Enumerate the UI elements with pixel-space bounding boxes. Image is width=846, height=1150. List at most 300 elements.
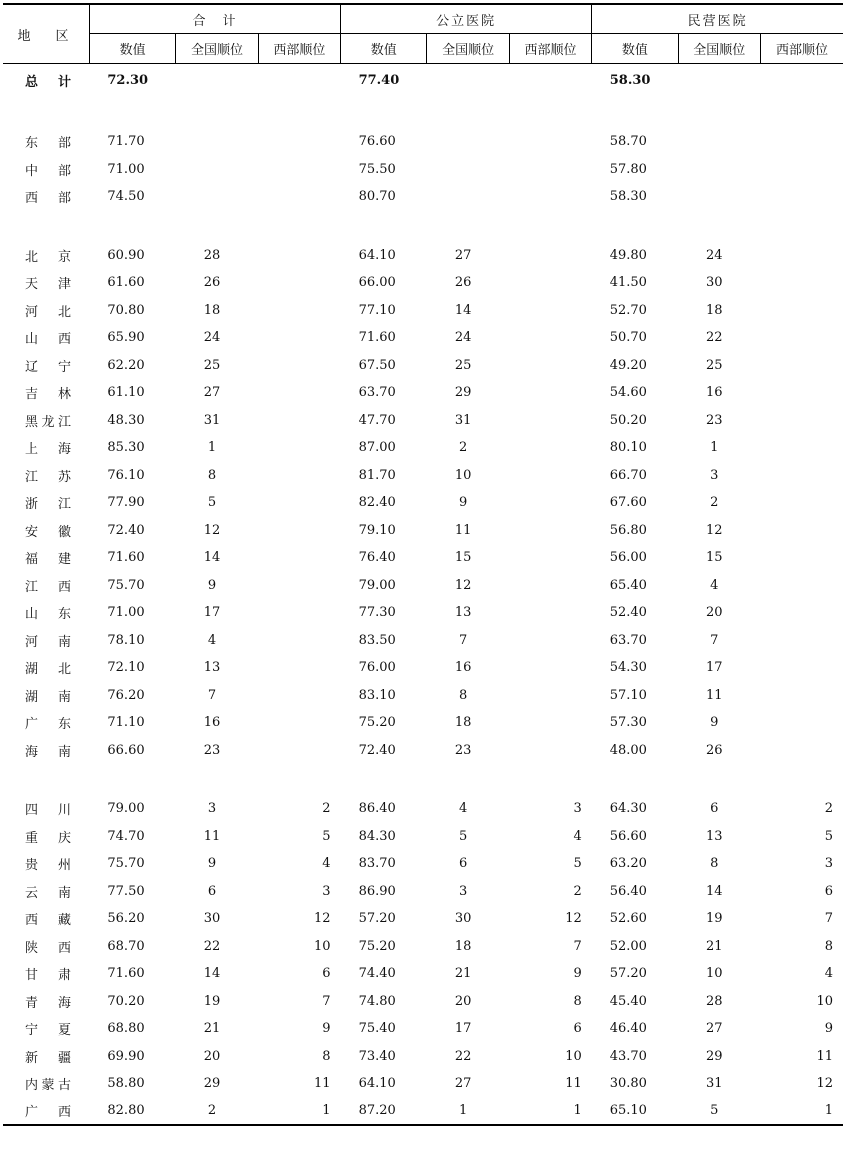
value-total-cell: 75.70 — [107, 577, 145, 593]
national-rank-total-cell — [176, 183, 258, 211]
western-rank-total-cell — [258, 324, 340, 352]
western-rank-private-cell — [761, 434, 844, 462]
value-public-cell: 77.10 — [358, 302, 396, 318]
national-rank-total-cell: 22 — [203, 938, 221, 954]
region-label: 江西 — [25, 579, 71, 595]
western-rank-public-cell: 10 — [565, 1048, 582, 1064]
national-rank-public-cell: 27 — [454, 247, 472, 263]
western-rank-private-cell — [761, 407, 844, 435]
value-total-cell: 71.00 — [107, 605, 145, 621]
western-rank-private-cell: 9 — [824, 1021, 833, 1037]
value-total-cell: 78.10 — [107, 632, 145, 648]
value-public-cell: 77.40 — [358, 73, 400, 88]
western-rank-private-cell — [761, 627, 844, 655]
western-rank-public-cell — [509, 269, 591, 297]
region-cell — [3, 905, 89, 933]
national-rank-total-cell: 2 — [176, 1098, 258, 1125]
western-rank-private-cell — [761, 654, 844, 682]
region-label: 山西 — [25, 332, 71, 348]
western-rank-private-cell — [761, 682, 844, 710]
value-public-cell: 47.70 — [358, 412, 396, 428]
western-rank-total-cell: 3 — [322, 883, 331, 899]
value-public-cell: 76.40 — [358, 550, 396, 566]
region-label: 黑龙江 — [25, 414, 71, 430]
national-rank-public-cell: 7 — [459, 632, 468, 648]
western-rank-private-cell: 10 — [816, 993, 833, 1009]
value-public-cell: 72.40 — [358, 742, 396, 758]
region-label: 青海 — [25, 995, 71, 1011]
western-rank-total-cell — [258, 682, 340, 710]
western-rank-public-cell — [509, 517, 591, 545]
national-rank-public-cell: 18 — [454, 715, 472, 731]
table-row — [3, 850, 843, 878]
value-private-cell: 57.10 — [609, 687, 647, 703]
value-total-cell: 71.60 — [107, 966, 145, 982]
value-public-cell: 66.00 — [358, 275, 396, 291]
region-label: 中部 — [25, 163, 71, 179]
national-rank-public-cell: 6 — [459, 856, 468, 872]
national-rank-total-cell: 6 — [207, 883, 217, 899]
national-rank-public-cell: 4 — [459, 801, 468, 817]
value-total-cell: 82.80 — [89, 1098, 175, 1125]
national-rank-private-cell: 10 — [706, 966, 723, 982]
subheader-value: 数值 — [341, 34, 427, 64]
western-rank-total-cell — [258, 654, 340, 682]
national-rank-total-cell — [176, 128, 258, 156]
western-rank-public-cell — [509, 156, 591, 184]
value-private-cell: 56.40 — [609, 883, 647, 899]
national-rank-total-cell: 18 — [203, 302, 221, 318]
table-row — [3, 960, 843, 988]
western-rank-public-cell: 12 — [565, 911, 582, 927]
national-rank-total-cell: 23 — [203, 742, 221, 758]
western-rank-total-cell — [258, 599, 340, 627]
value-total-cell: 77.90 — [107, 495, 145, 511]
value-private-cell: 58.30 — [609, 73, 651, 88]
western-rank-private-cell — [761, 709, 844, 737]
value-total-cell: 68.80 — [107, 1021, 145, 1037]
national-rank-private-cell: 26 — [706, 742, 723, 758]
region-label: 安徽 — [25, 524, 71, 540]
national-rank-total-cell: 28 — [203, 247, 221, 263]
region-label: 甘肃 — [25, 968, 71, 984]
value-private-cell: 41.50 — [609, 275, 647, 291]
value-private-cell: 45.40 — [609, 993, 647, 1009]
header-row-groups — [3, 4, 843, 34]
western-rank-public-cell — [509, 682, 591, 710]
national-rank-total-cell: 12 — [203, 522, 221, 538]
spacer-cell — [3, 211, 843, 242]
national-rank-private-cell: 30 — [706, 275, 723, 291]
national-rank-public-cell: 20 — [454, 993, 472, 1009]
western-rank-private-cell — [761, 737, 844, 765]
spacer-cell — [3, 97, 843, 128]
national-rank-private-cell: 3 — [710, 467, 719, 483]
table-body — [3, 64, 843, 1125]
national-rank-private-cell: 27 — [706, 1021, 723, 1037]
value-private-cell: 43.70 — [609, 1048, 647, 1064]
national-rank-public-cell — [427, 156, 509, 184]
national-rank-total-cell: 5 — [207, 495, 217, 511]
region-label: 浙江 — [25, 497, 71, 513]
western-rank-total-cell — [258, 156, 340, 184]
western-rank-total-cell: 12 — [314, 911, 331, 927]
western-rank-total-cell: 8 — [322, 1048, 331, 1064]
national-rank-public-cell: 17 — [454, 1021, 472, 1037]
value-public-cell: 87.00 — [358, 440, 396, 456]
national-rank-public-cell: 2 — [459, 440, 468, 456]
western-rank-public-cell — [509, 737, 591, 765]
table-row — [3, 269, 843, 297]
western-rank-private-cell — [761, 156, 844, 184]
table-row — [3, 434, 843, 462]
national-rank-total-cell: 1 — [207, 440, 217, 456]
western-rank-public-cell — [509, 64, 591, 98]
western-rank-public-cell: 5 — [573, 856, 582, 872]
western-rank-total-cell — [258, 407, 340, 435]
national-rank-private-cell: 22 — [706, 330, 723, 346]
value-total-cell: 70.20 — [107, 993, 145, 1009]
national-rank-private-cell: 8 — [710, 856, 719, 872]
western-rank-public-cell: 8 — [573, 993, 582, 1009]
value-public-cell: 75.20 — [358, 938, 396, 954]
region-cell — [3, 878, 89, 906]
western-rank-public-cell — [509, 183, 591, 211]
western-rank-private-cell: 7 — [824, 911, 833, 927]
national-rank-public-cell: 5 — [459, 828, 468, 844]
western-rank-private-cell — [761, 544, 844, 572]
national-rank-total-cell: 14 — [203, 966, 221, 982]
western-rank-total-cell — [258, 489, 340, 517]
western-rank-private-cell: 5 — [824, 828, 833, 844]
region-cell — [3, 823, 89, 851]
national-rank-public-cell: 3 — [459, 883, 468, 899]
table-row — [3, 1070, 843, 1098]
value-total-cell: 74.70 — [107, 828, 145, 844]
table-row — [3, 599, 843, 627]
region-label: 吉林 — [25, 387, 71, 403]
region-cell — [3, 682, 89, 710]
western-rank-total-cell — [258, 544, 340, 572]
value-total-cell: 61.10 — [107, 385, 145, 401]
western-rank-total-cell: 5 — [322, 828, 331, 844]
national-rank-total-cell: 30 — [203, 911, 221, 927]
value-private-cell: 80.10 — [609, 440, 647, 456]
western-rank-public-cell — [509, 242, 591, 270]
value-total-cell: 71.10 — [107, 715, 145, 731]
national-rank-total-cell: 31 — [203, 412, 221, 428]
value-total-cell: 71.00 — [107, 161, 145, 177]
region-cell — [3, 128, 89, 156]
total-row — [3, 64, 843, 98]
national-rank-private-cell: 28 — [706, 993, 723, 1009]
table-row — [3, 1015, 843, 1043]
national-rank-public-cell — [427, 64, 509, 98]
national-rank-total-cell: 3 — [207, 801, 217, 817]
national-rank-private-cell: 18 — [706, 302, 723, 318]
region-cell — [3, 737, 89, 765]
table-row — [3, 737, 843, 765]
western-rank-public-cell — [509, 128, 591, 156]
national-rank-private-cell: 12 — [706, 522, 723, 538]
western-rank-total-cell — [258, 737, 340, 765]
national-rank-private-cell: 17 — [706, 660, 723, 676]
value-total-cell: 72.30 — [107, 73, 149, 88]
value-public-cell: 76.60 — [358, 134, 396, 150]
subheader-national-rank: 全国顺位 — [427, 34, 509, 64]
western-rank-public-cell — [509, 654, 591, 682]
value-private-cell: 57.20 — [609, 966, 647, 982]
western-rank-public-cell — [509, 324, 591, 352]
region-label: 湖北 — [25, 662, 71, 678]
value-total-cell: 77.50 — [107, 883, 145, 899]
region-cell — [3, 269, 89, 297]
value-total-cell: 76.10 — [107, 467, 145, 483]
national-rank-public-cell: 14 — [454, 302, 472, 318]
value-public-cell: 57.20 — [358, 911, 396, 927]
value-public-cell: 73.40 — [358, 1048, 396, 1064]
table-row — [3, 128, 843, 156]
western-rank-public-cell: 7 — [573, 938, 582, 954]
national-rank-total-cell: 29 — [203, 1076, 221, 1092]
western-rank-total-cell — [258, 269, 340, 297]
region-label: 北京 — [25, 249, 71, 265]
table-row — [3, 709, 843, 737]
value-private-cell: 65.40 — [609, 577, 647, 593]
national-rank-private-cell: 16 — [706, 385, 723, 401]
region-cell — [3, 1015, 89, 1043]
western-rank-public-cell: 6 — [573, 1021, 582, 1037]
national-rank-public-cell: 29 — [454, 385, 472, 401]
national-rank-public-cell: 13 — [454, 605, 472, 621]
western-rank-total-cell: 6 — [322, 966, 331, 982]
region-cell — [3, 352, 89, 380]
value-private-cell: 46.40 — [609, 1021, 647, 1037]
value-private-cell: 67.60 — [609, 495, 647, 511]
spacer-cell — [3, 764, 843, 795]
western-rank-total-cell — [258, 183, 340, 211]
value-public-cell: 87.20 — [341, 1098, 427, 1125]
western-rank-public-cell: 4 — [573, 828, 582, 844]
western-rank-private-cell: 6 — [824, 883, 833, 899]
value-total-cell: 69.90 — [107, 1048, 145, 1064]
value-total-cell: 71.70 — [107, 134, 145, 150]
national-rank-public-cell: 31 — [454, 412, 472, 428]
western-rank-total-cell — [258, 242, 340, 270]
table-row — [3, 544, 843, 572]
value-total-cell: 85.30 — [107, 440, 145, 456]
national-rank-private-cell: 24 — [706, 247, 723, 263]
value-private-cell: 63.70 — [609, 632, 647, 648]
region-cell — [3, 324, 89, 352]
value-public-cell: 83.10 — [358, 687, 396, 703]
region-label: 江苏 — [25, 469, 71, 485]
table-row — [3, 517, 843, 545]
national-rank-private-cell: 15 — [706, 550, 723, 566]
region-label: 宁夏 — [25, 1023, 71, 1039]
national-rank-private-cell: 11 — [706, 687, 723, 703]
value-total-cell: 79.00 — [107, 801, 145, 817]
region-label: 陕西 — [25, 940, 71, 956]
western-rank-public-cell: 1 — [509, 1098, 591, 1125]
spacer-row — [3, 211, 843, 242]
value-private-cell: 49.80 — [609, 247, 647, 263]
national-rank-total-cell: 8 — [207, 467, 217, 483]
western-rank-total-cell — [258, 572, 340, 600]
national-rank-public-cell: 9 — [459, 495, 468, 511]
value-private-cell: 52.40 — [609, 605, 647, 621]
subheader-national-rank: 全国顺位 — [176, 34, 258, 64]
value-public-cell: 75.40 — [358, 1021, 396, 1037]
western-rank-public-cell: 9 — [573, 966, 582, 982]
region-label: 广东 — [25, 717, 71, 733]
region-label: 福建 — [25, 552, 71, 568]
value-total-cell: 70.80 — [107, 302, 145, 318]
western-rank-public-cell: 11 — [565, 1076, 582, 1092]
national-rank-total-cell: 17 — [203, 605, 221, 621]
value-private-cell: 64.30 — [609, 801, 647, 817]
table-row — [3, 654, 843, 682]
national-rank-public-cell: 27 — [454, 1076, 472, 1092]
value-total-cell: 48.30 — [107, 412, 145, 428]
value-total-cell: 71.60 — [107, 550, 145, 566]
western-rank-private-cell — [761, 462, 844, 490]
national-rank-private-cell: 19 — [706, 911, 723, 927]
table-row — [3, 183, 843, 211]
value-public-cell: 75.50 — [358, 161, 396, 177]
region-cell — [3, 183, 89, 211]
value-total-cell: 68.70 — [107, 938, 145, 954]
western-rank-total-cell — [258, 379, 340, 407]
western-rank-private-cell: 3 — [824, 856, 833, 872]
national-rank-private-cell: 13 — [706, 828, 723, 844]
national-rank-total-cell — [176, 156, 258, 184]
western-rank-private-cell — [761, 379, 844, 407]
value-private-cell: 50.70 — [609, 330, 647, 346]
region-cell — [3, 517, 89, 545]
region-label: 西部 — [25, 191, 71, 207]
national-rank-public-cell: 23 — [454, 742, 472, 758]
value-public-cell: 63.70 — [358, 385, 396, 401]
western-rank-private-cell: 4 — [824, 966, 833, 982]
table-header — [3, 4, 843, 64]
group-header-private: 民营医院 — [592, 4, 843, 34]
value-total-cell: 62.20 — [107, 357, 145, 373]
region-cell — [3, 434, 89, 462]
western-rank-private-cell — [761, 242, 844, 270]
table-row — [3, 682, 843, 710]
national-rank-public-cell: 1 — [427, 1098, 509, 1125]
region-label: 贵州 — [25, 858, 71, 874]
national-rank-total-cell: 27 — [203, 385, 221, 401]
value-public-cell: 71.60 — [358, 330, 396, 346]
value-total-cell: 65.90 — [107, 330, 145, 346]
table-row — [3, 1043, 843, 1071]
region-label: 湖南 — [25, 689, 71, 705]
region-cell — [3, 379, 89, 407]
western-rank-private-cell — [761, 517, 844, 545]
subheader-western-rank: 西部顺位 — [761, 34, 844, 64]
region-cell — [3, 1098, 89, 1125]
value-private-cell: 58.30 — [609, 189, 647, 205]
western-rank-total-cell — [258, 64, 340, 98]
western-rank-total-cell: 2 — [322, 801, 331, 817]
region-label: 海南 — [25, 744, 71, 760]
national-rank-private-cell: 20 — [706, 605, 723, 621]
region-label: 东部 — [25, 136, 71, 152]
value-public-cell: 81.70 — [358, 467, 396, 483]
value-private-cell: 48.00 — [609, 742, 647, 758]
western-rank-private-cell — [761, 352, 844, 380]
header-row-subcolumns — [3, 34, 843, 64]
value-total-cell: 75.70 — [107, 856, 145, 872]
national-rank-private-cell — [678, 128, 760, 156]
national-rank-private-cell: 23 — [706, 412, 723, 428]
value-public-cell: 67.50 — [358, 357, 396, 373]
region-cell — [3, 1070, 89, 1098]
region-label: 新疆 — [25, 1050, 71, 1066]
value-private-cell: 54.60 — [609, 385, 647, 401]
western-rank-public-cell — [509, 297, 591, 325]
western-rank-private-cell — [761, 64, 844, 98]
western-rank-private-cell — [761, 183, 844, 211]
value-private-cell: 50.20 — [609, 412, 647, 428]
region-cell — [3, 709, 89, 737]
region-label: 广西 — [25, 1105, 71, 1120]
value-public-cell: 76.00 — [358, 660, 396, 676]
region-cell — [3, 654, 89, 682]
table-row — [3, 988, 843, 1016]
national-rank-private-cell — [678, 183, 760, 211]
region-label: 天津 — [25, 277, 71, 293]
western-rank-private-cell: 8 — [824, 938, 833, 954]
region-label: 内蒙古 — [25, 1078, 71, 1094]
table-row — [3, 242, 843, 270]
region-cell — [3, 156, 89, 184]
national-rank-public-cell: 24 — [454, 330, 472, 346]
western-rank-total-cell — [258, 434, 340, 462]
value-public-cell: 80.70 — [358, 189, 396, 205]
table-row — [3, 489, 843, 517]
western-rank-public-cell: 2 — [573, 883, 582, 899]
western-rank-public-cell — [509, 544, 591, 572]
national-rank-private-cell: 7 — [710, 632, 719, 648]
western-rank-public-cell — [509, 489, 591, 517]
value-public-cell: 64.10 — [358, 247, 396, 263]
national-rank-public-cell: 25 — [454, 357, 472, 373]
western-rank-private-cell — [761, 572, 844, 600]
table-row — [3, 379, 843, 407]
national-rank-public-cell: 15 — [454, 550, 472, 566]
value-private-cell: 66.70 — [609, 467, 647, 483]
value-public-cell: 74.40 — [358, 966, 396, 982]
value-public-cell: 83.50 — [358, 632, 396, 648]
value-total-cell: 66.60 — [107, 742, 145, 758]
western-rank-total-cell — [258, 297, 340, 325]
region-label: 辽宁 — [25, 359, 71, 375]
region-cell — [3, 627, 89, 655]
value-total-cell: 72.40 — [107, 522, 145, 538]
national-rank-private-cell: 25 — [706, 357, 723, 373]
value-total-cell: 74.50 — [107, 189, 145, 205]
region-cell — [3, 407, 89, 435]
value-private-cell: 52.70 — [609, 302, 647, 318]
value-public-cell: 83.70 — [358, 856, 396, 872]
western-rank-total-cell: 11 — [314, 1076, 331, 1092]
region-label: 河南 — [25, 634, 71, 650]
national-rank-public-cell — [427, 128, 509, 156]
region-cell — [3, 572, 89, 600]
